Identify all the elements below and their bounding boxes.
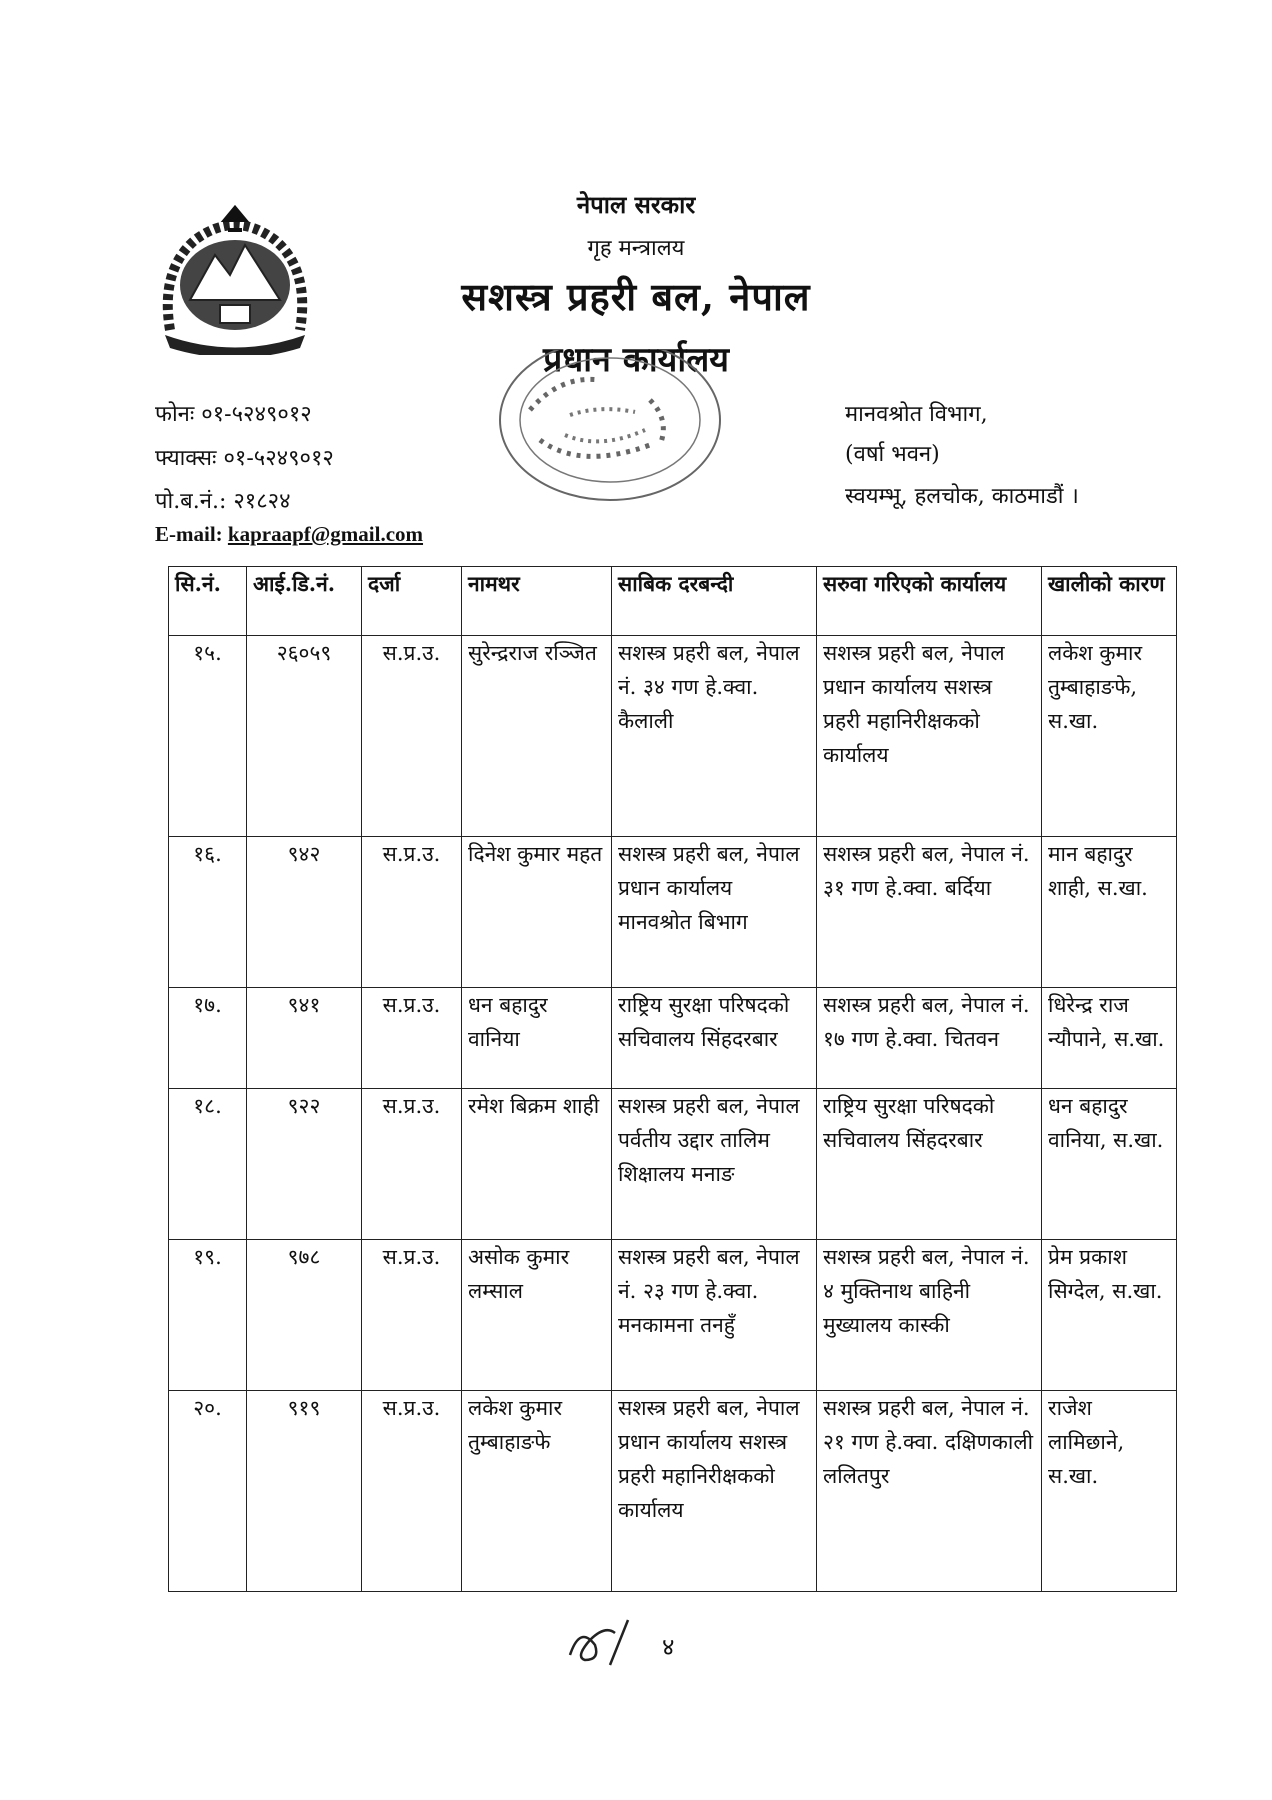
cell-serial: १७. [169,987,247,1088]
cell-transferred-office: राष्ट्रिय सुरक्षा परिषदको सचिवालय सिंहदरबार [817,1089,1042,1240]
government-name: नेपाल सरकार [576,190,696,219]
cell-id: ९१९ [247,1391,362,1592]
cell-previous-post: सशस्त्र प्रहरी बल, नेपाल प्रधान कार्यालय सशस्त्र प्रहरी महानिरीक्षकको कार्यालय [612,1391,817,1592]
table-row [169,836,1177,987]
cell-vacancy-reason: लकेश कुमार तुम्बाहाङफे, स.खा. [1042,636,1177,837]
cell-previous-post: सशस्त्र प्रहरी बल, नेपाल पर्वतीय उद्दार तालिम शिक्षालय मनाङ [612,1089,817,1240]
col-name: नामथर [462,567,612,636]
official-stamp [470,350,740,510]
cell-serial: १८. [169,1089,247,1240]
col-id: आई.डि.नं. [247,567,362,636]
cell-previous-post: सशस्त्र प्रहरी बल, नेपाल नं. २३ गण हे.क्वा. मनकामना तनहुँ [612,1240,817,1391]
cell-id: ९४१ [247,987,362,1088]
cell-rank: स.प्र.उ. [362,987,462,1088]
cell-transferred-office: सशस्त्र प्रहरी बल, नेपाल नं. १७ गण हे.क्वा. चितवन [817,987,1042,1088]
cell-id: ९४२ [247,836,362,987]
col-serial: सि.नं. [169,567,247,636]
cell-serial: २०. [169,1391,247,1592]
cell-name: लकेश कुमार तुम्बाहाङफे [462,1391,612,1592]
table-header-row [169,567,1177,636]
transfer-table [168,566,1177,1592]
cell-name: सुरेन्द्रराज रञ्जित [462,636,612,837]
cell-id: ९७८ [247,1240,362,1391]
cell-id: ९२२ [247,1089,362,1240]
cell-name: धन बहादुर वानिया [462,987,612,1088]
department-address: स्वयम्भू, हलचोक, काठमाडौं । [845,484,1079,509]
cell-name: रमेश बिक्रम शाही [462,1089,612,1240]
cell-rank: स.प्र.उ. [362,1240,462,1391]
cell-rank: स.प्र.उ. [362,836,462,987]
cell-serial: १५. [169,636,247,837]
cell-rank: स.प्र.उ. [362,1391,462,1592]
cell-rank: स.प्र.उ. [362,1089,462,1240]
cell-transferred-office: सशस्त्र प्रहरी बल, नेपाल नं. ४ मुक्तिनाथ बाहिनी मुख्यालय कास्की [817,1240,1042,1391]
department-building: (वर्षा भवन) [845,442,940,467]
table-row [169,1391,1177,1592]
page-number: ४ [662,1633,675,1661]
phone-number: फोनः ०१-५२४९०१२ [155,402,312,427]
cell-previous-post: सशस्त्र प्रहरी बल, नेपाल प्रधान कार्यालय मानवश्रोत बिभाग [612,836,817,987]
col-transferred-office: सरुवा गरिएको कार्यालय [817,567,1042,636]
email-label: E-mail: [155,522,223,546]
cell-id: २६०५९ [247,636,362,837]
cell-transferred-office: सशस्त्र प्रहरी बल, नेपाल प्रधान कार्यालय सशस्त्र प्रहरी महानिरीक्षकको कार्यालय [817,636,1042,837]
cell-serial: १९. [169,1240,247,1391]
cell-vacancy-reason: धन बहादुर वानिया, स.खा. [1042,1089,1177,1240]
office-name: प्रधान कार्यालय [543,340,729,380]
po-box: पो.ब.नं.: २१८२४ [155,489,291,514]
cell-serial: १६. [169,836,247,987]
cell-previous-post: सशस्त्र प्रहरी बल, नेपाल नं. ३४ गण हे.क्वा. कैलाली [612,636,817,837]
cell-vacancy-reason: मान बहादुर शाही, स.खा. [1042,836,1177,987]
cell-previous-post: राष्ट्रिय सुरक्षा परिषदको सचिवालय सिंहदरबार [612,987,817,1088]
cell-vacancy-reason: प्रेम प्रकाश सिग्देल, स.खा. [1042,1240,1177,1391]
cell-transferred-office: सशस्त्र प्रहरी बल, नेपाल नं. २१ गण हे.क्वा. दक्षिणकाली ललितपुर [817,1391,1042,1592]
col-vacancy-reason: खालीको कारण [1042,567,1177,636]
cell-vacancy-reason: राजेश लामिछाने, स.खा. [1042,1391,1177,1592]
col-previous-post: साबिक दरबन्दी [612,567,817,636]
cell-vacancy-reason: धिरेन्द्र राज न्यौपाने, स.खा. [1042,987,1177,1088]
email-link[interactable]: kapraapf@gmail.com [227,522,424,546]
table-row [169,1240,1177,1391]
cell-rank: स.प्र.उ. [362,636,462,837]
force-name: सशस्त्र प्रहरी बल, नेपाल [461,274,811,319]
cell-name: दिनेश कुमार महत [462,836,612,987]
ministry-name: गृह मन्त्रालय [587,236,685,261]
table-row [169,636,1177,837]
email-line [155,522,423,547]
fax-number: फ्याक्सः ०१-५२४९०१२ [155,446,334,471]
col-rank: दर्जा [362,567,462,636]
signature [560,1615,640,1675]
department-name: मानवश्रोत विभाग, [845,402,988,427]
cell-name: असोक कुमार लम्साल [462,1240,612,1391]
table-row [169,1089,1177,1240]
cell-transferred-office: सशस्त्र प्रहरी बल, नेपाल नं. ३१ गण हे.क्वा. बर्दिया [817,836,1042,987]
table-row [169,987,1177,1088]
